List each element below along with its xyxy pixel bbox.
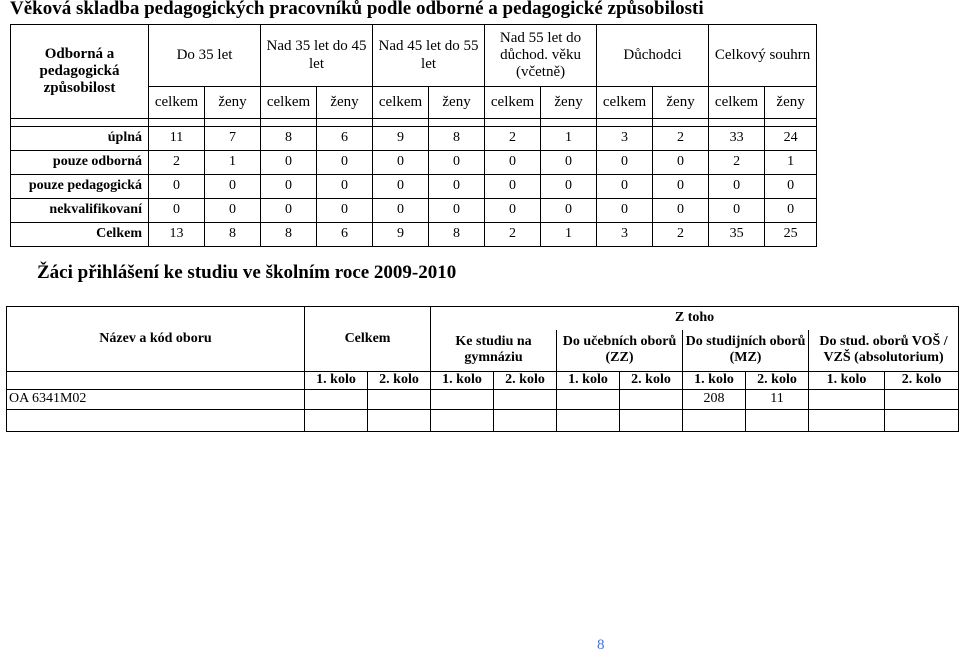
table-cell: 0	[597, 199, 653, 223]
table-cell: 3	[597, 127, 653, 151]
group-header: Nad 45 let do 55 let	[373, 25, 485, 87]
table-cell: 0	[149, 199, 205, 223]
kolo-header: 2. kolo	[620, 372, 683, 390]
table-cell: 25	[765, 223, 817, 247]
table-cell: 8	[261, 223, 317, 247]
kolo-header: 1. kolo	[431, 372, 494, 390]
subheader-zeny: ženy	[653, 87, 709, 119]
table-cell	[368, 390, 431, 410]
table-cell: 0	[429, 175, 485, 199]
table-cell: 0	[429, 199, 485, 223]
page-number: 8	[597, 637, 605, 653]
group-header: Celkový souhrn	[709, 25, 817, 87]
table-cell: 2	[653, 127, 709, 151]
table-cell: 13	[149, 223, 205, 247]
z-toho-header: Z toho	[431, 307, 959, 330]
table-cell: 0	[261, 175, 317, 199]
table-cell: 0	[709, 175, 765, 199]
subheader-zeny: ženy	[429, 87, 485, 119]
subheader-celkem: celkem	[597, 87, 653, 119]
table-cell	[809, 410, 885, 432]
table-cell: 24	[765, 127, 817, 151]
table-cell	[494, 410, 557, 432]
table-cell: 11	[746, 390, 809, 410]
table-cell: 0	[429, 151, 485, 175]
kolo-header: 2. kolo	[494, 372, 557, 390]
subheader-celkem: celkem	[485, 87, 541, 119]
subheader-zeny: ženy	[765, 87, 817, 119]
table-cell: 0	[653, 151, 709, 175]
group-header: Důchodci	[597, 25, 709, 87]
table-cell: 2	[485, 127, 541, 151]
table-cell: 0	[205, 199, 261, 223]
table-cell: 9	[373, 127, 429, 151]
subheader-celkem: celkem	[149, 87, 205, 119]
table-cell: 0	[485, 151, 541, 175]
obor-name: OA 6341M02	[7, 390, 305, 410]
table-cell: 1	[541, 223, 597, 247]
table-cell	[620, 390, 683, 410]
group-header: Do studijních oborů (MZ)	[683, 330, 809, 372]
table-cell: 0	[765, 175, 817, 199]
table-cell: 0	[373, 151, 429, 175]
table-row	[11, 175, 817, 199]
section-title: Žáci přihlášení ke studiu ve školním roce 2009-2010	[37, 262, 457, 283]
obor-name-header: Název a kód oboru	[7, 307, 305, 372]
table-cell: 1	[765, 151, 817, 175]
table-cell: 0	[149, 175, 205, 199]
kolo-header: 2. kolo	[746, 372, 809, 390]
table-cell: 6	[317, 127, 373, 151]
group-header: Do učebních oborů (ZZ)	[557, 330, 683, 372]
table-cell: 0	[653, 175, 709, 199]
applicants-table	[6, 306, 959, 432]
table-cell: 0	[765, 199, 817, 223]
row-label: pouze odborná	[11, 151, 149, 175]
row-label: úplná	[11, 127, 149, 151]
table-row	[11, 223, 817, 247]
table-cell	[746, 410, 809, 432]
table-cell	[809, 390, 885, 410]
table-cell: 0	[373, 175, 429, 199]
subheader-zeny: ženy	[541, 87, 597, 119]
subheader-celkem: celkem	[261, 87, 317, 119]
table-cell: 1	[541, 127, 597, 151]
table-cell: 0	[317, 151, 373, 175]
table-cell: 11	[149, 127, 205, 151]
obor-name	[7, 410, 305, 432]
table-cell: 0	[653, 199, 709, 223]
table-cell	[494, 390, 557, 410]
table-cell: 0	[317, 175, 373, 199]
table-cell: 35	[709, 223, 765, 247]
row-label: pouze pedagogická	[11, 175, 149, 199]
table-cell: 2	[149, 151, 205, 175]
table-cell: 0	[541, 151, 597, 175]
kolo-header: 2. kolo	[368, 372, 431, 390]
group-header: Do stud. oborů VOŠ / VZŠ (absolutorium)	[809, 330, 959, 372]
subheader-zeny: ženy	[205, 87, 261, 119]
celkem-header: Celkem	[305, 307, 431, 372]
table-cell: 0	[709, 199, 765, 223]
table-cell: 33	[709, 127, 765, 151]
table-cell	[431, 410, 494, 432]
kolo-header: 1. kolo	[809, 372, 885, 390]
group-header: Nad 35 let do 45 let	[261, 25, 373, 87]
table-cell: 208	[683, 390, 746, 410]
table-cell: 0	[597, 151, 653, 175]
table-cell: 2	[485, 223, 541, 247]
table-cell: 0	[541, 175, 597, 199]
table-row	[11, 151, 817, 175]
table-cell: 0	[485, 199, 541, 223]
table-cell	[683, 410, 746, 432]
table-cell	[305, 410, 368, 432]
table-cell	[885, 410, 959, 432]
subheader-celkem: celkem	[709, 87, 765, 119]
kolo-header: 1. kolo	[305, 372, 368, 390]
table-cell: 0	[261, 199, 317, 223]
table-cell: 0	[541, 199, 597, 223]
table-cell	[557, 410, 620, 432]
group-header: Ke studiu na gymnáziu	[431, 330, 557, 372]
table-cell: 9	[373, 223, 429, 247]
table-cell	[368, 410, 431, 432]
table-cell	[305, 390, 368, 410]
table-cell: 6	[317, 223, 373, 247]
subheader-celkem: celkem	[373, 87, 429, 119]
table-cell: 0	[373, 199, 429, 223]
table-row	[11, 127, 817, 151]
kolo-header: 2. kolo	[885, 372, 959, 390]
group-header: Nad 55 let do důchod. věku (včetně)	[485, 25, 597, 87]
table-cell	[431, 390, 494, 410]
row-label: Celkem	[11, 223, 149, 247]
table-cell: 0	[597, 175, 653, 199]
table-cell: 1	[205, 151, 261, 175]
staff-qualification-table	[10, 24, 817, 247]
table-cell	[885, 390, 959, 410]
table-cell: 0	[317, 199, 373, 223]
kolo-header: 1. kolo	[557, 372, 620, 390]
table-cell: 7	[205, 127, 261, 151]
table-row	[11, 199, 817, 223]
table-cell: 2	[709, 151, 765, 175]
table-cell: 8	[261, 127, 317, 151]
table-cell: 8	[429, 223, 485, 247]
kolo-header: 1. kolo	[683, 372, 746, 390]
row-label: nekvalifikovaní	[11, 199, 149, 223]
table-corner-header: Odborná a pedagogická způsobilost	[11, 25, 149, 119]
document-title: Věková skladba pedagogických pracovníků podle odborné a pedagogické způsobilosti	[10, 0, 704, 19]
table-cell: 2	[653, 223, 709, 247]
group-header: Do 35 let	[149, 25, 261, 87]
table-cell: 8	[205, 223, 261, 247]
table-cell: 3	[597, 223, 653, 247]
table-cell: 0	[261, 151, 317, 175]
table-cell: 0	[485, 175, 541, 199]
table-cell	[620, 410, 683, 432]
table-cell: 8	[429, 127, 485, 151]
table-cell: 0	[205, 175, 261, 199]
table-cell	[557, 390, 620, 410]
subheader-zeny: ženy	[317, 87, 373, 119]
